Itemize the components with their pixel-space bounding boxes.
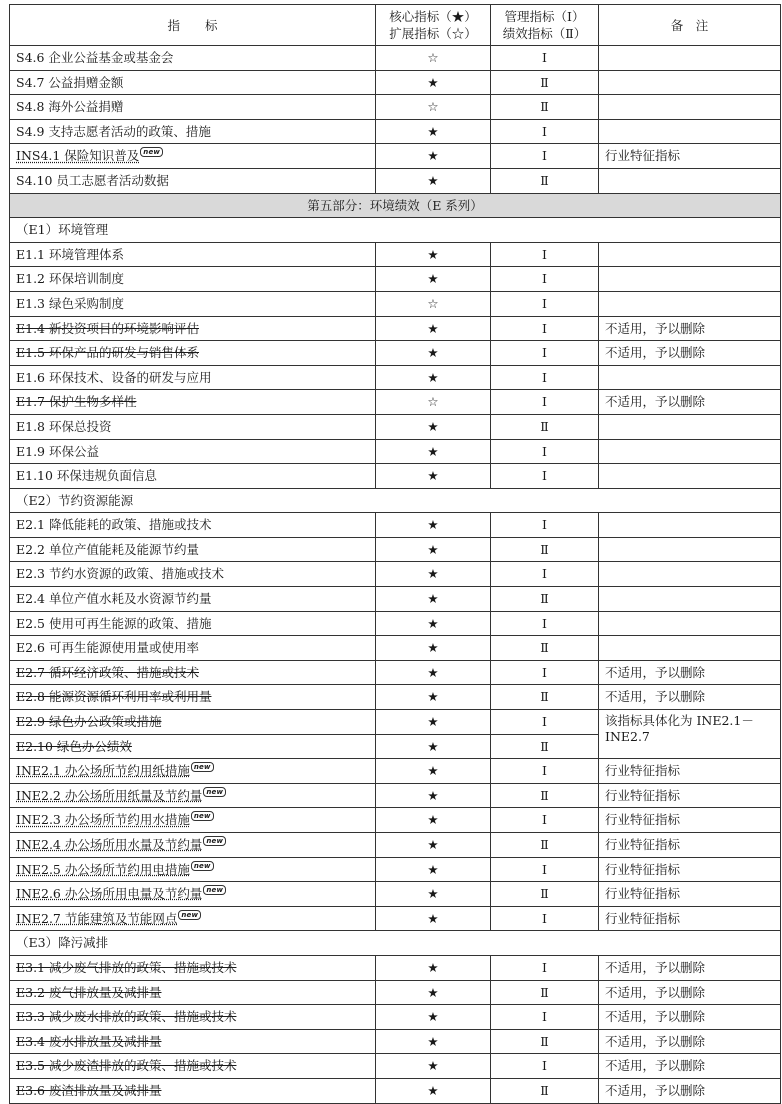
core-extended-mark: ★ — [376, 660, 491, 685]
header-extended-label: 扩展指标（☆） — [389, 26, 477, 41]
core-extended-mark: ★ — [376, 168, 491, 193]
header-performance-label: 绩效指标（Ⅱ） — [502, 26, 587, 41]
core-extended-mark: ★ — [376, 611, 491, 636]
management-performance-mark: Ⅱ — [491, 636, 599, 661]
indicator-name: E3.6 废渣排放量及减排量 — [16, 1082, 162, 1098]
table-header-row — [10, 5, 781, 46]
table-row — [10, 562, 781, 587]
remark-cell: 行业特征指标 — [599, 144, 781, 169]
management-performance-mark: Ⅰ — [491, 906, 599, 931]
indicator-cell — [10, 1078, 376, 1103]
indicator-name: E3.5 减少废渣排放的政策、措施或技术 — [16, 1058, 237, 1074]
indicator-name: S4.9 支持志愿者活动的政策、措施 — [16, 123, 211, 139]
table-row — [10, 341, 781, 366]
table-row — [10, 316, 781, 341]
indicator-cell — [10, 906, 376, 931]
management-performance-mark: Ⅰ — [491, 365, 599, 390]
core-extended-mark: ★ — [376, 710, 491, 735]
indicator-name: E3.2 废气排放量及减排量 — [16, 984, 162, 1000]
management-performance-mark: Ⅰ — [491, 144, 599, 169]
core-extended-mark: ☆ — [376, 95, 491, 120]
table-row — [10, 291, 781, 316]
core-extended-mark: ★ — [376, 783, 491, 808]
remark-cell: 不适用，予以删除 — [599, 1054, 781, 1079]
management-performance-mark: Ⅰ — [491, 759, 599, 784]
remark-cell: 行业特征指标 — [599, 882, 781, 907]
core-extended-mark: ★ — [376, 906, 491, 931]
table-row — [10, 513, 781, 538]
group-title: （E2）节约资源能源 — [10, 488, 781, 513]
indicator-name: E3.1 减少废气排放的政策、措施或技术 — [16, 959, 237, 975]
indicator-cell — [10, 70, 376, 95]
header-core-label: 核心指标（★） — [389, 9, 477, 24]
remark-cell: 行业特征指标 — [599, 808, 781, 833]
remark-cell — [599, 95, 781, 120]
core-extended-mark: ★ — [376, 316, 491, 341]
indicator-name: E1.3 绿色采购制度 — [16, 295, 124, 311]
core-extended-mark: ★ — [376, 414, 491, 439]
management-performance-mark: Ⅱ — [491, 685, 599, 710]
core-extended-mark: ★ — [376, 734, 491, 759]
indicator-name: E1.2 环保培训制度 — [16, 271, 124, 287]
table-row — [10, 833, 781, 858]
indicator-name: E2.1 降低能耗的政策、措施或技术 — [16, 517, 212, 533]
indicator-cell — [10, 1029, 376, 1054]
remark-cell: 不适用，予以删除 — [599, 316, 781, 341]
indicator-cell — [10, 833, 376, 858]
indicator-cell — [10, 439, 376, 464]
core-extended-mark: ★ — [376, 119, 491, 144]
management-performance-mark: Ⅰ — [491, 439, 599, 464]
management-performance-mark: Ⅱ — [491, 95, 599, 120]
core-extended-mark: ☆ — [376, 390, 491, 415]
remark-cell: 行业特征指标 — [599, 783, 781, 808]
indicator-name: INE2.6 办公场所用电量及节约量 — [16, 886, 203, 902]
management-performance-mark: Ⅰ — [491, 119, 599, 144]
new-badge-icon: new — [191, 861, 214, 871]
indicator-cell — [10, 390, 376, 415]
core-extended-mark: ★ — [376, 341, 491, 366]
header-management-label: 管理指标（Ⅰ） — [504, 9, 585, 24]
indicator-name: E2.3 节约水资源的政策、措施或技术 — [16, 566, 224, 582]
indicator-name: S4.8 海外公益捐赠 — [16, 99, 124, 115]
indicator-cell — [10, 857, 376, 882]
core-extended-mark: ★ — [376, 562, 491, 587]
table-row — [10, 95, 781, 120]
table-row — [10, 882, 781, 907]
indicator-cell — [10, 144, 376, 169]
group-row — [10, 488, 781, 513]
indicator-name: E2.6 可再生能源使用量或使用率 — [16, 640, 199, 656]
management-performance-mark: Ⅰ — [491, 955, 599, 980]
indicator-cell — [10, 1054, 376, 1079]
table-row — [10, 906, 781, 931]
management-performance-mark: Ⅱ — [491, 833, 599, 858]
remark-cell — [599, 587, 781, 612]
remark-cell: 不适用，予以删除 — [599, 1005, 781, 1030]
indicator-name: INE2.7 节能建筑及节能网点 — [16, 910, 178, 926]
management-performance-mark: Ⅰ — [491, 291, 599, 316]
table-body — [10, 46, 781, 1104]
core-extended-mark: ★ — [376, 857, 491, 882]
core-extended-mark: ★ — [376, 955, 491, 980]
indicator-name: E3.3 减少废水排放的政策、措施或技术 — [16, 1009, 237, 1025]
indicator-name: E2.9 绿色办公政策或措施 — [16, 714, 162, 730]
management-performance-mark: Ⅰ — [491, 242, 599, 267]
indicator-name: S4.7 公益捐赠金额 — [16, 74, 124, 90]
new-badge-icon: new — [203, 836, 226, 846]
core-extended-mark: ★ — [376, 833, 491, 858]
indicator-name: INE2.4 办公场所用水量及节约量 — [16, 837, 203, 852]
indicator-cell — [10, 660, 376, 685]
core-extended-mark: ★ — [376, 808, 491, 833]
remark-cell — [599, 464, 781, 489]
table-row — [10, 710, 781, 735]
indicator-cell — [10, 242, 376, 267]
core-extended-mark: ★ — [376, 144, 491, 169]
core-extended-mark: ★ — [376, 759, 491, 784]
table-row — [10, 439, 781, 464]
core-extended-mark: ★ — [376, 1029, 491, 1054]
table-row — [10, 168, 781, 193]
remark-cell: 不适用，予以删除 — [599, 1078, 781, 1103]
management-performance-mark: Ⅱ — [491, 587, 599, 612]
core-extended-mark: ★ — [376, 513, 491, 538]
table-row — [10, 70, 781, 95]
header-management-performance — [491, 5, 599, 46]
indicator-name: E1.6 环保技术、设备的研发与应用 — [16, 369, 212, 385]
indicator-name: INS4.1 保险知识普及 — [16, 148, 140, 164]
table-row — [10, 537, 781, 562]
remark-cell — [599, 119, 781, 144]
indicator-cell — [10, 414, 376, 439]
indicator-name: E1.9 环保公益 — [16, 443, 99, 459]
indicator-name: E1.10 环保违规负面信息 — [16, 468, 157, 484]
indicator-name: E2.10 绿色办公绩效 — [16, 738, 132, 754]
table-row — [10, 611, 781, 636]
group-title: （E3）降污减排 — [10, 931, 781, 956]
indicator-name: INE2.2 办公场所用纸量及节约量 — [16, 787, 203, 803]
indicator-cell — [10, 341, 376, 366]
indicator-name: INE2.3 办公场所节约用水措施 — [16, 812, 190, 828]
management-performance-mark: Ⅰ — [491, 1054, 599, 1079]
table-row — [10, 46, 781, 71]
table-row — [10, 808, 781, 833]
table-row — [10, 1054, 781, 1079]
management-performance-mark: Ⅱ — [491, 1078, 599, 1103]
management-performance-mark: Ⅰ — [491, 857, 599, 882]
table-row — [10, 1005, 781, 1030]
indicator-name: E1.7 保护生物多样性 — [16, 394, 137, 410]
core-extended-mark: ★ — [376, 439, 491, 464]
indicator-name: E2.4 单位产值水耗及水资源节约量 — [16, 591, 212, 607]
indicator-cell — [10, 636, 376, 661]
indicator-cell — [10, 267, 376, 292]
table-row — [10, 464, 781, 489]
indicator-cell — [10, 759, 376, 784]
remark-cell: 不适用，予以删除 — [599, 341, 781, 366]
remark-cell — [599, 291, 781, 316]
indicator-cell — [10, 710, 376, 735]
indicator-name: E3.4 废水排放量及减排量 — [16, 1033, 162, 1049]
remark-cell: 不适用，予以删除 — [599, 955, 781, 980]
remark-cell: 不适用，予以删除 — [599, 1029, 781, 1054]
management-performance-mark: Ⅰ — [491, 267, 599, 292]
indicator-cell — [10, 513, 376, 538]
remark-cell — [599, 365, 781, 390]
new-badge-icon: new — [140, 147, 163, 157]
indicator-cell — [10, 291, 376, 316]
indicator-cell — [10, 783, 376, 808]
table-row — [10, 955, 781, 980]
indicator-cell — [10, 1005, 376, 1030]
core-extended-mark: ★ — [376, 70, 491, 95]
table-row — [10, 660, 781, 685]
management-performance-mark: Ⅱ — [491, 783, 599, 808]
table-row — [10, 144, 781, 169]
remark-cell — [599, 537, 781, 562]
remark-cell — [599, 70, 781, 95]
management-performance-mark: Ⅰ — [491, 46, 599, 71]
header-core-extended — [376, 5, 491, 46]
core-extended-mark: ★ — [376, 587, 491, 612]
indicator-name: S4.6 企业公益基金或基金会 — [16, 50, 174, 65]
indicator-cell — [10, 168, 376, 193]
header-indicator: 指 标 — [10, 5, 376, 46]
management-performance-mark: Ⅰ — [491, 710, 599, 735]
management-performance-mark: Ⅰ — [491, 562, 599, 587]
table-row — [10, 857, 781, 882]
table-row — [10, 242, 781, 267]
indicator-cell — [10, 119, 376, 144]
core-extended-mark: ★ — [376, 267, 491, 292]
section-row — [10, 193, 781, 218]
remark-cell: 不适用，予以删除 — [599, 390, 781, 415]
management-performance-mark: Ⅰ — [491, 1005, 599, 1030]
remark-cell — [599, 267, 781, 292]
indicator-name: INE2.1 办公场所节约用纸措施 — [16, 763, 190, 779]
core-extended-mark: ★ — [376, 242, 491, 267]
remark-cell: 行业特征指标 — [599, 906, 781, 931]
management-performance-mark: Ⅰ — [491, 660, 599, 685]
management-performance-mark: Ⅱ — [491, 168, 599, 193]
indicator-cell — [10, 611, 376, 636]
indicator-cell — [10, 365, 376, 390]
core-extended-mark: ★ — [376, 882, 491, 907]
indicator-cell — [10, 955, 376, 980]
management-performance-mark: Ⅱ — [491, 882, 599, 907]
indicator-name: E2.2 单位产值能耗及能源节约量 — [16, 541, 199, 557]
management-performance-mark: Ⅰ — [491, 808, 599, 833]
indicator-name: S4.10 员工志愿者活动数据 — [16, 172, 169, 188]
remark-cell: 不适用，予以删除 — [599, 660, 781, 685]
indicator-cell — [10, 734, 376, 759]
management-performance-mark: Ⅱ — [491, 70, 599, 95]
core-extended-mark: ★ — [376, 980, 491, 1005]
table-row — [10, 119, 781, 144]
indicator-name: E2.5 使用可再生能源的政策、措施 — [16, 615, 212, 631]
indicator-name: E1.4 新投资项目的环境影响评估 — [16, 320, 199, 336]
table-row — [10, 759, 781, 784]
remark-cell — [599, 46, 781, 71]
management-performance-mark: Ⅱ — [491, 1029, 599, 1054]
management-performance-mark: Ⅰ — [491, 464, 599, 489]
indicator-cell — [10, 882, 376, 907]
table-row — [10, 980, 781, 1005]
core-extended-mark: ☆ — [376, 46, 491, 71]
indicator-name: E1.8 环保总投资 — [16, 418, 112, 434]
indicator-name: E2.8 能源资源循环利用率或利用量 — [16, 689, 212, 705]
management-performance-mark: Ⅰ — [491, 390, 599, 415]
indicator-cell — [10, 587, 376, 612]
table-row — [10, 587, 781, 612]
table-row — [10, 267, 781, 292]
remark-cell — [599, 513, 781, 538]
indicator-name: E2.7 循环经济政策、措施或技术 — [16, 664, 199, 680]
table-row — [10, 1029, 781, 1054]
core-extended-mark: ★ — [376, 1005, 491, 1030]
indicator-cell — [10, 562, 376, 587]
table-row — [10, 414, 781, 439]
indicator-cell — [10, 980, 376, 1005]
indicator-cell — [10, 464, 376, 489]
remark-cell: 行业特征指标 — [599, 759, 781, 784]
indicator-name: INE2.5 办公场所节约用电措施 — [16, 861, 190, 877]
new-badge-icon: new — [191, 811, 214, 821]
table-row — [10, 390, 781, 415]
remark-cell — [599, 168, 781, 193]
core-extended-mark: ★ — [376, 464, 491, 489]
core-extended-mark: ★ — [376, 537, 491, 562]
remark-cell — [599, 242, 781, 267]
management-performance-mark: Ⅰ — [491, 513, 599, 538]
table-row — [10, 636, 781, 661]
management-performance-mark: Ⅱ — [491, 734, 599, 759]
group-row — [10, 218, 781, 243]
management-performance-mark: Ⅰ — [491, 611, 599, 636]
remark-cell — [599, 414, 781, 439]
remark-cell: 行业特征指标 — [599, 857, 781, 882]
indicator-name: E1.5 环保产品的研发与销售体系 — [16, 345, 199, 361]
new-badge-icon: new — [203, 787, 226, 797]
indicator-cell — [10, 537, 376, 562]
indicator-table — [9, 4, 781, 1104]
table-row — [10, 365, 781, 390]
indicator-cell — [10, 685, 376, 710]
remark-cell: 该指标具体化为 INE2.1－INE2.7 — [599, 710, 781, 759]
indicator-cell — [10, 46, 376, 71]
remark-cell: 行业特征指标 — [599, 833, 781, 858]
core-extended-mark: ★ — [376, 636, 491, 661]
table-row — [10, 685, 781, 710]
table-row — [10, 1078, 781, 1103]
new-badge-icon: new — [191, 762, 214, 772]
remark-cell — [599, 562, 781, 587]
section-title: 第五部分：环境绩效（E 系列） — [10, 193, 781, 218]
management-performance-mark: Ⅱ — [491, 980, 599, 1005]
management-performance-mark: Ⅰ — [491, 341, 599, 366]
core-extended-mark: ★ — [376, 1054, 491, 1079]
new-badge-icon: new — [178, 910, 201, 920]
remark-cell — [599, 611, 781, 636]
indicator-name: E1.1 环境管理体系 — [16, 246, 124, 262]
management-performance-mark: Ⅱ — [491, 414, 599, 439]
header-remarks: 备 注 — [599, 5, 781, 46]
remark-cell — [599, 439, 781, 464]
remark-cell: 不适用，予以删除 — [599, 980, 781, 1005]
indicator-cell — [10, 316, 376, 341]
group-title: （E1）环境管理 — [10, 218, 781, 243]
core-extended-mark: ☆ — [376, 291, 491, 316]
core-extended-mark: ★ — [376, 1078, 491, 1103]
management-performance-mark: Ⅱ — [491, 537, 599, 562]
remark-cell — [599, 636, 781, 661]
table-row — [10, 783, 781, 808]
management-performance-mark: Ⅰ — [491, 316, 599, 341]
group-row — [10, 931, 781, 956]
remark-cell: 不适用，予以删除 — [599, 685, 781, 710]
core-extended-mark: ★ — [376, 685, 491, 710]
indicator-cell — [10, 808, 376, 833]
indicator-cell — [10, 95, 376, 120]
core-extended-mark: ★ — [376, 365, 491, 390]
new-badge-icon: new — [203, 885, 226, 895]
